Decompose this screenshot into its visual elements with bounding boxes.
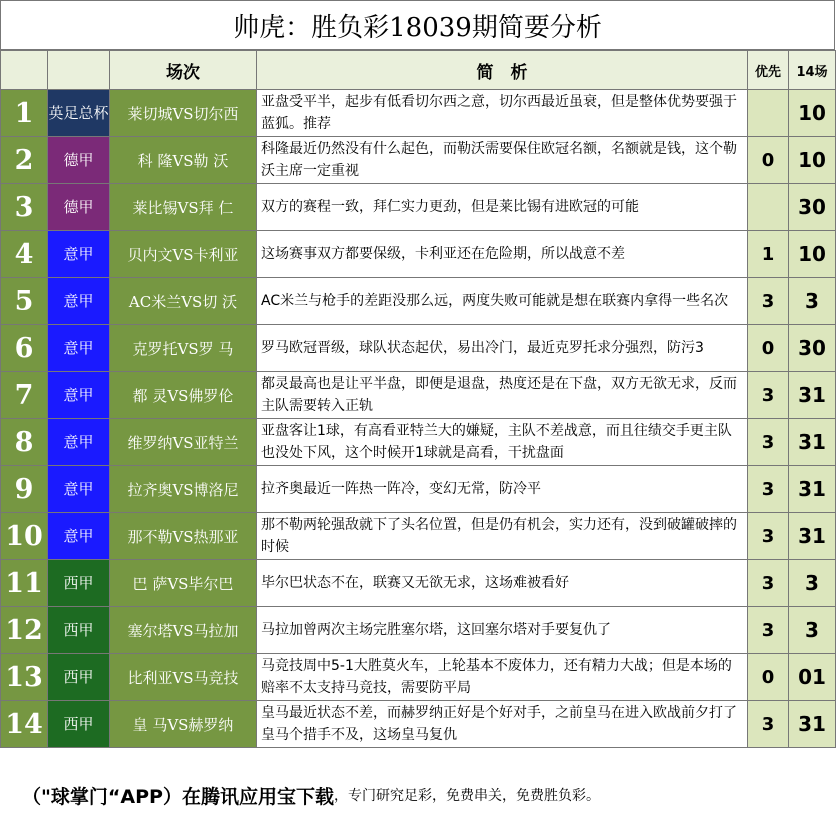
priority-pick: 3: [748, 513, 789, 560]
table-row: [1, 654, 836, 701]
row-number: 12: [1, 607, 48, 654]
analysis-text: 马拉加曾两次主场完胜塞尔塔，这回塞尔塔对手要复仇了: [257, 607, 748, 654]
footer-download-text: （"球掌门“APP）在腾讯应用宝下载: [22, 785, 334, 808]
league-badge: 西甲: [48, 607, 110, 654]
footer-description: ，专门研究足彩，免费串关，免费胜负彩。: [333, 788, 600, 804]
fourteen-pick: 01: [789, 654, 836, 701]
league-badge: 德甲: [48, 137, 110, 184]
fourteen-pick: 31: [789, 466, 836, 513]
table-row: [1, 466, 836, 513]
row-number: 6: [1, 325, 48, 372]
analysis-text: AC米兰与枪手的差距没那么远，两度失败可能就是想在联赛内拿得一些名次: [257, 278, 748, 325]
row-number: 1: [1, 90, 48, 137]
match-name: 贝内文VS卡利亚: [110, 231, 257, 278]
league-badge: 西甲: [48, 701, 110, 748]
row-number: 3: [1, 184, 48, 231]
match-name: 塞尔塔VS马拉加: [110, 607, 257, 654]
priority-pick: 3: [748, 560, 789, 607]
header-priority: 优先: [748, 51, 789, 90]
header-blank-number: [1, 51, 48, 90]
priority-pick: 3: [748, 419, 789, 466]
row-number: 7: [1, 372, 48, 419]
fourteen-pick: 3: [789, 607, 836, 654]
priority-pick: 3: [748, 278, 789, 325]
match-name: 莱切城VS切尔西: [110, 90, 257, 137]
priority-pick: 0: [748, 654, 789, 701]
fourteen-pick: 3: [789, 278, 836, 325]
match-name: 都 灵VS佛罗伦: [110, 372, 257, 419]
header-fourteen: 14场: [789, 51, 836, 90]
analysis-text: 科隆最近仍然没有什么起色，而勒沃需要保住欧冠名额，名额就是钱，这个勒沃主席一定重视: [257, 137, 748, 184]
league-badge: 意甲: [48, 513, 110, 560]
priority-pick: 3: [748, 466, 789, 513]
header-analysis: 简 析: [257, 51, 748, 90]
row-number: 5: [1, 278, 48, 325]
match-name: 维罗纳VS亚特兰: [110, 419, 257, 466]
analysis-text: 双方的赛程一致，拜仁实力更劲，但是莱比锡有进欧冠的可能: [257, 184, 748, 231]
fourteen-pick: 30: [789, 184, 836, 231]
fourteen-pick: 31: [789, 372, 836, 419]
analysis-text: 罗马欧冠晋级，球队状态起伏，易出冷门，最近克罗托求分强烈，防污3: [257, 325, 748, 372]
match-name: 皇 马VS赫罗纳: [110, 701, 257, 748]
page-title: 帅虎：胜负彩18039期简要分析: [0, 0, 835, 50]
priority-pick: [748, 184, 789, 231]
row-number: 14: [1, 701, 48, 748]
analysis-text: 皇马最近状态不差，而赫罗纳正好是个好对手，之前皇马在进入欧战前夕打了皇马个措手不及，这场皇马复仇: [257, 701, 748, 748]
row-number: 2: [1, 137, 48, 184]
row-number: 13: [1, 654, 48, 701]
analysis-text: 亚盘受平半，起步有低看切尔西之意，切尔西最近虽衰，但是整体优势要强于蓝狐。推荐: [257, 90, 748, 137]
match-name: 克罗托VS罗 马: [110, 325, 257, 372]
match-name: 科 隆VS勒 沃: [110, 137, 257, 184]
analysis-text: 亚盘客让1球，有高看亚特兰大的嫌疑，主队不差战意，而且往绩交手更主队也没处下风，这个时候开1球就是高看，干扰盘面: [257, 419, 748, 466]
league-badge: 西甲: [48, 560, 110, 607]
priority-pick: 1: [748, 231, 789, 278]
table-row: [1, 513, 836, 560]
table-row: [1, 231, 836, 278]
analysis-text: 拉齐奥最近一阵热一阵冷，变幻无常，防冷平: [257, 466, 748, 513]
priority-pick: 3: [748, 372, 789, 419]
footer-promo: [0, 766, 835, 824]
league-badge: 西甲: [48, 654, 110, 701]
priority-pick: 0: [748, 137, 789, 184]
fourteen-pick: 10: [789, 231, 836, 278]
priority-pick: 3: [748, 607, 789, 654]
table-row: [1, 137, 836, 184]
priority-pick: [748, 90, 789, 137]
row-number: 11: [1, 560, 48, 607]
header-blank-league: [48, 51, 110, 90]
match-name: 拉齐奥VS博洛尼: [110, 466, 257, 513]
fourteen-pick: 31: [789, 701, 836, 748]
league-badge: 英足总杯: [48, 90, 110, 137]
fourteen-pick: 31: [789, 513, 836, 560]
match-name: 比利亚VS马竞技: [110, 654, 257, 701]
row-number: 8: [1, 419, 48, 466]
table-row: [1, 372, 836, 419]
fourteen-pick: 30: [789, 325, 836, 372]
analysis-text: 那不勒两轮强敌就下了头名位置，但是仍有机会，实力还有，没到破罐破摔的时候: [257, 513, 748, 560]
analysis-text: 马竞技周中5-1大胜莫火车，上轮基本不废体力，还有精力大战；但是本场的赔率不太支持马竞技，需要防平局: [257, 654, 748, 701]
match-name: 莱比锡VS拜 仁: [110, 184, 257, 231]
league-badge: 意甲: [48, 419, 110, 466]
fourteen-pick: 10: [789, 90, 836, 137]
match-name: AC米兰VS切 沃: [110, 278, 257, 325]
league-badge: 德甲: [48, 184, 110, 231]
league-badge: 意甲: [48, 278, 110, 325]
league-badge: 意甲: [48, 325, 110, 372]
match-name: 巴 萨VS毕尔巴: [110, 560, 257, 607]
table-row: [1, 278, 836, 325]
league-badge: 意甲: [48, 372, 110, 419]
table-row: [1, 560, 836, 607]
priority-pick: 3: [748, 701, 789, 748]
match-name: 那不勒VS热那亚: [110, 513, 257, 560]
analysis-text: 这场赛事双方都要保级，卡利亚还在危险期，所以战意不差: [257, 231, 748, 278]
analysis-text: 毕尔巴状态不在，联赛又无欲无求，这场难被看好: [257, 560, 748, 607]
fourteen-pick: 10: [789, 137, 836, 184]
row-number: 4: [1, 231, 48, 278]
table-row: [1, 90, 836, 137]
league-badge: 意甲: [48, 231, 110, 278]
fourteen-pick: 31: [789, 419, 836, 466]
table-row: [1, 419, 836, 466]
row-number: 9: [1, 466, 48, 513]
priority-pick: 0: [748, 325, 789, 372]
row-number: 10: [1, 513, 48, 560]
table-row: [1, 701, 836, 748]
table-row: [1, 325, 836, 372]
analysis-table: [0, 50, 836, 748]
analysis-text: 都灵最高也是让平半盘，即便是退盘，热度还是在下盘，双方无欲无求，反而主队需要转入正轨: [257, 372, 748, 419]
fourteen-pick: 3: [789, 560, 836, 607]
table-row: [1, 184, 836, 231]
table-row: [1, 607, 836, 654]
league-badge: 意甲: [48, 466, 110, 513]
header-row: [1, 51, 836, 90]
header-match: 场次: [110, 51, 257, 90]
